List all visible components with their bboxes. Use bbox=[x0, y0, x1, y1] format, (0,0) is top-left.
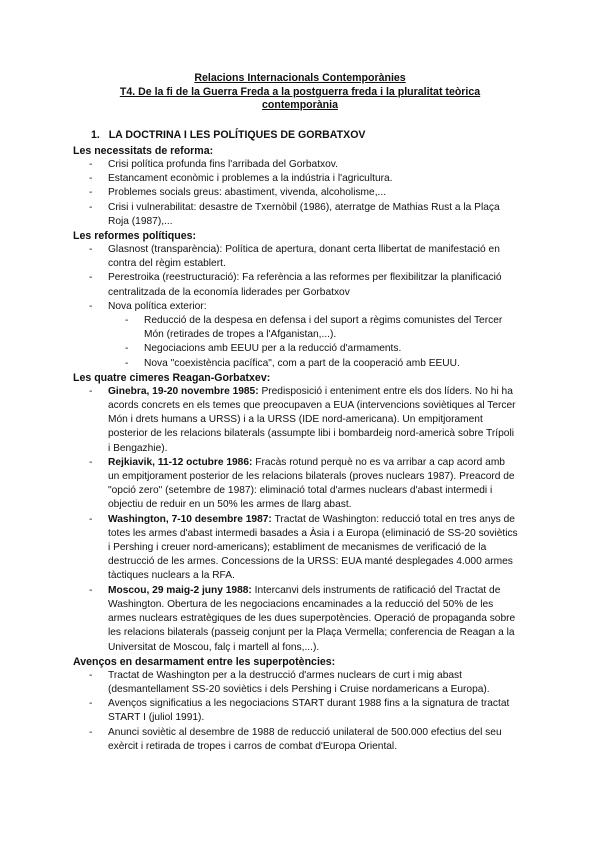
summit-label: Washington, 7-10 desembre 1987: bbox=[108, 513, 272, 525]
document-body bbox=[0, 144, 600, 754]
summit-label: Ginebra, 19-20 novembre 1985: bbox=[108, 385, 259, 397]
reformes-heading: Les reformes polítiques: bbox=[73, 230, 197, 243]
list-item: - Anunci soviètic al desembre de 1988 de reducció unilateral de 500.000 efectius del seu exèrcit i retirada de tropes i carros de combat d'Europa Oriental. bbox=[108, 726, 518, 754]
list-item: - Washington, 7-10 desembre 1987: Tractat de Washington: reducció total en tres anys de totes les armes d'abast intermedi basades a Àsia i a Europa (eliminació de SS-20 soviètics i Pershing i creuer nord-americans); establiment de mecanismes de verificació de la destrucció de les armes. Concessions de la URSS: EUA manté desplegades 4.000 armes tàctiques nuclears a la RFA. bbox=[108, 513, 518, 584]
list-item: - Nova política exterior: bbox=[108, 300, 518, 314]
summit-label: Rejkiavik, 11-12 octubre 1986: bbox=[108, 456, 253, 468]
cimeres-heading: Les quatre cimeres Reagan-Gorbatxev: bbox=[73, 371, 271, 384]
section-heading: 1. LA DOCTRINA I LES POLÍTIQUES DE GORBATXOV bbox=[91, 129, 366, 141]
list-item: - Perestroika (reestructuració): Fa referència a las reformes per flexibilitzar la planificació centralitzada de la economía liderades per Gorbatxov bbox=[108, 271, 518, 299]
list-item: - Rejkiavik, 11-12 octubre 1986: Fracàs rotund perquè no es va arribar a cap acord amb un empitjorament posterior de les relacions bilaterals (proves nuclears 1987). Preacord de "opció zero" (setembre de 1987): eliminació total d'armes nuclears d'abast intermedi i objectiu de reduir en un 50% les armes de llarg abast. bbox=[108, 456, 518, 513]
list-item: - Crisi i vulnerabilitat: desastre de Txernòbil (1986), aterratge de Mathias Rust a la Plaça Roja (1987),... bbox=[108, 201, 518, 229]
necessitats-heading: Les necessitats de reforma: bbox=[73, 145, 214, 157]
list-item: - Estancament econòmic i problemes a la indústria i l'agricultura. bbox=[108, 172, 518, 186]
topic-title: T4. De la fi de la Guerra Freda a la postguerra freda i la pluralitat teòrica contemporània bbox=[119, 86, 481, 112]
cimeres-list bbox=[0, 385, 600, 655]
avencos-list bbox=[0, 669, 600, 754]
list-item: - Avenços significatius a les negociacions START durant 1988 fins a la signatura de tractat START I (juliol 1991). bbox=[108, 697, 518, 725]
list-item: - Glasnost (transparència): Política de apertura, donant certa llibertat de manifestació en contra del règim establert. bbox=[108, 243, 518, 271]
sub-list-item: - Nova "coexistència pacífica", com a part de la cooperació amb EEUU. bbox=[144, 357, 518, 371]
avencos-heading: Avenços en desarmament entre les superpotències: bbox=[73, 655, 336, 668]
sub-list-item: - Reducció de la despesa en defensa i del suport a règims comunistes del Tercer Món (retirades de tropes a l'Afganistan,...). bbox=[144, 314, 518, 342]
course-title: Relacions Internacionals Contemporànies bbox=[194, 72, 406, 84]
list-item: - Moscou, 29 maig-2 juny 1988: Intercanvi dels instruments de ratificació del Tractat de Washington. Obertura de les negociacions encaminades a la reducció del 50% de les armes nuclears estratègiques de les dues superpotències. Operació de propaganda sobre les relacions bilaterals (passeig conjunt per la Plaça Vermella; conferencia de Reagan a la Universitat de Moscou, falç i martell al fons,...). bbox=[108, 584, 518, 655]
list-item: - Problemes socials greus: abastiment, vivenda, alcoholisme,... bbox=[108, 186, 518, 200]
list-item: - Tractat de Washington per a la destrucció d'armes nuclears de curt i mig abast (desmantellament SS-20 soviètics i dels Pershing i Cruise nordamericans a Europa). bbox=[108, 669, 518, 697]
reformes-list bbox=[0, 243, 600, 371]
list-item: - Crisi política profunda fins l'arribada del Gorbatxov. bbox=[108, 158, 518, 172]
necessitats-list bbox=[0, 158, 600, 229]
summit-label: Moscou, 29 maig-2 juny 1988: bbox=[108, 584, 252, 596]
list-item: - Ginebra, 19-20 novembre 1985: Predisposició i enteniment entre els dos líders. No hi ha acords concrets en els temes que preocupaven a EUA (intervencions soviètiques al Tercer Món i drets humans a URSS) i a la URSS (IDE nord-americana). Un empitjorament posterior de les relacions bilaterals (assumpte libi i bombardeig nord-americà sobre Trípoli i Bengazhie). bbox=[108, 385, 518, 456]
sub-list-item: - Negociacions amb EEUU per a la reducció d'armaments. bbox=[144, 342, 518, 356]
